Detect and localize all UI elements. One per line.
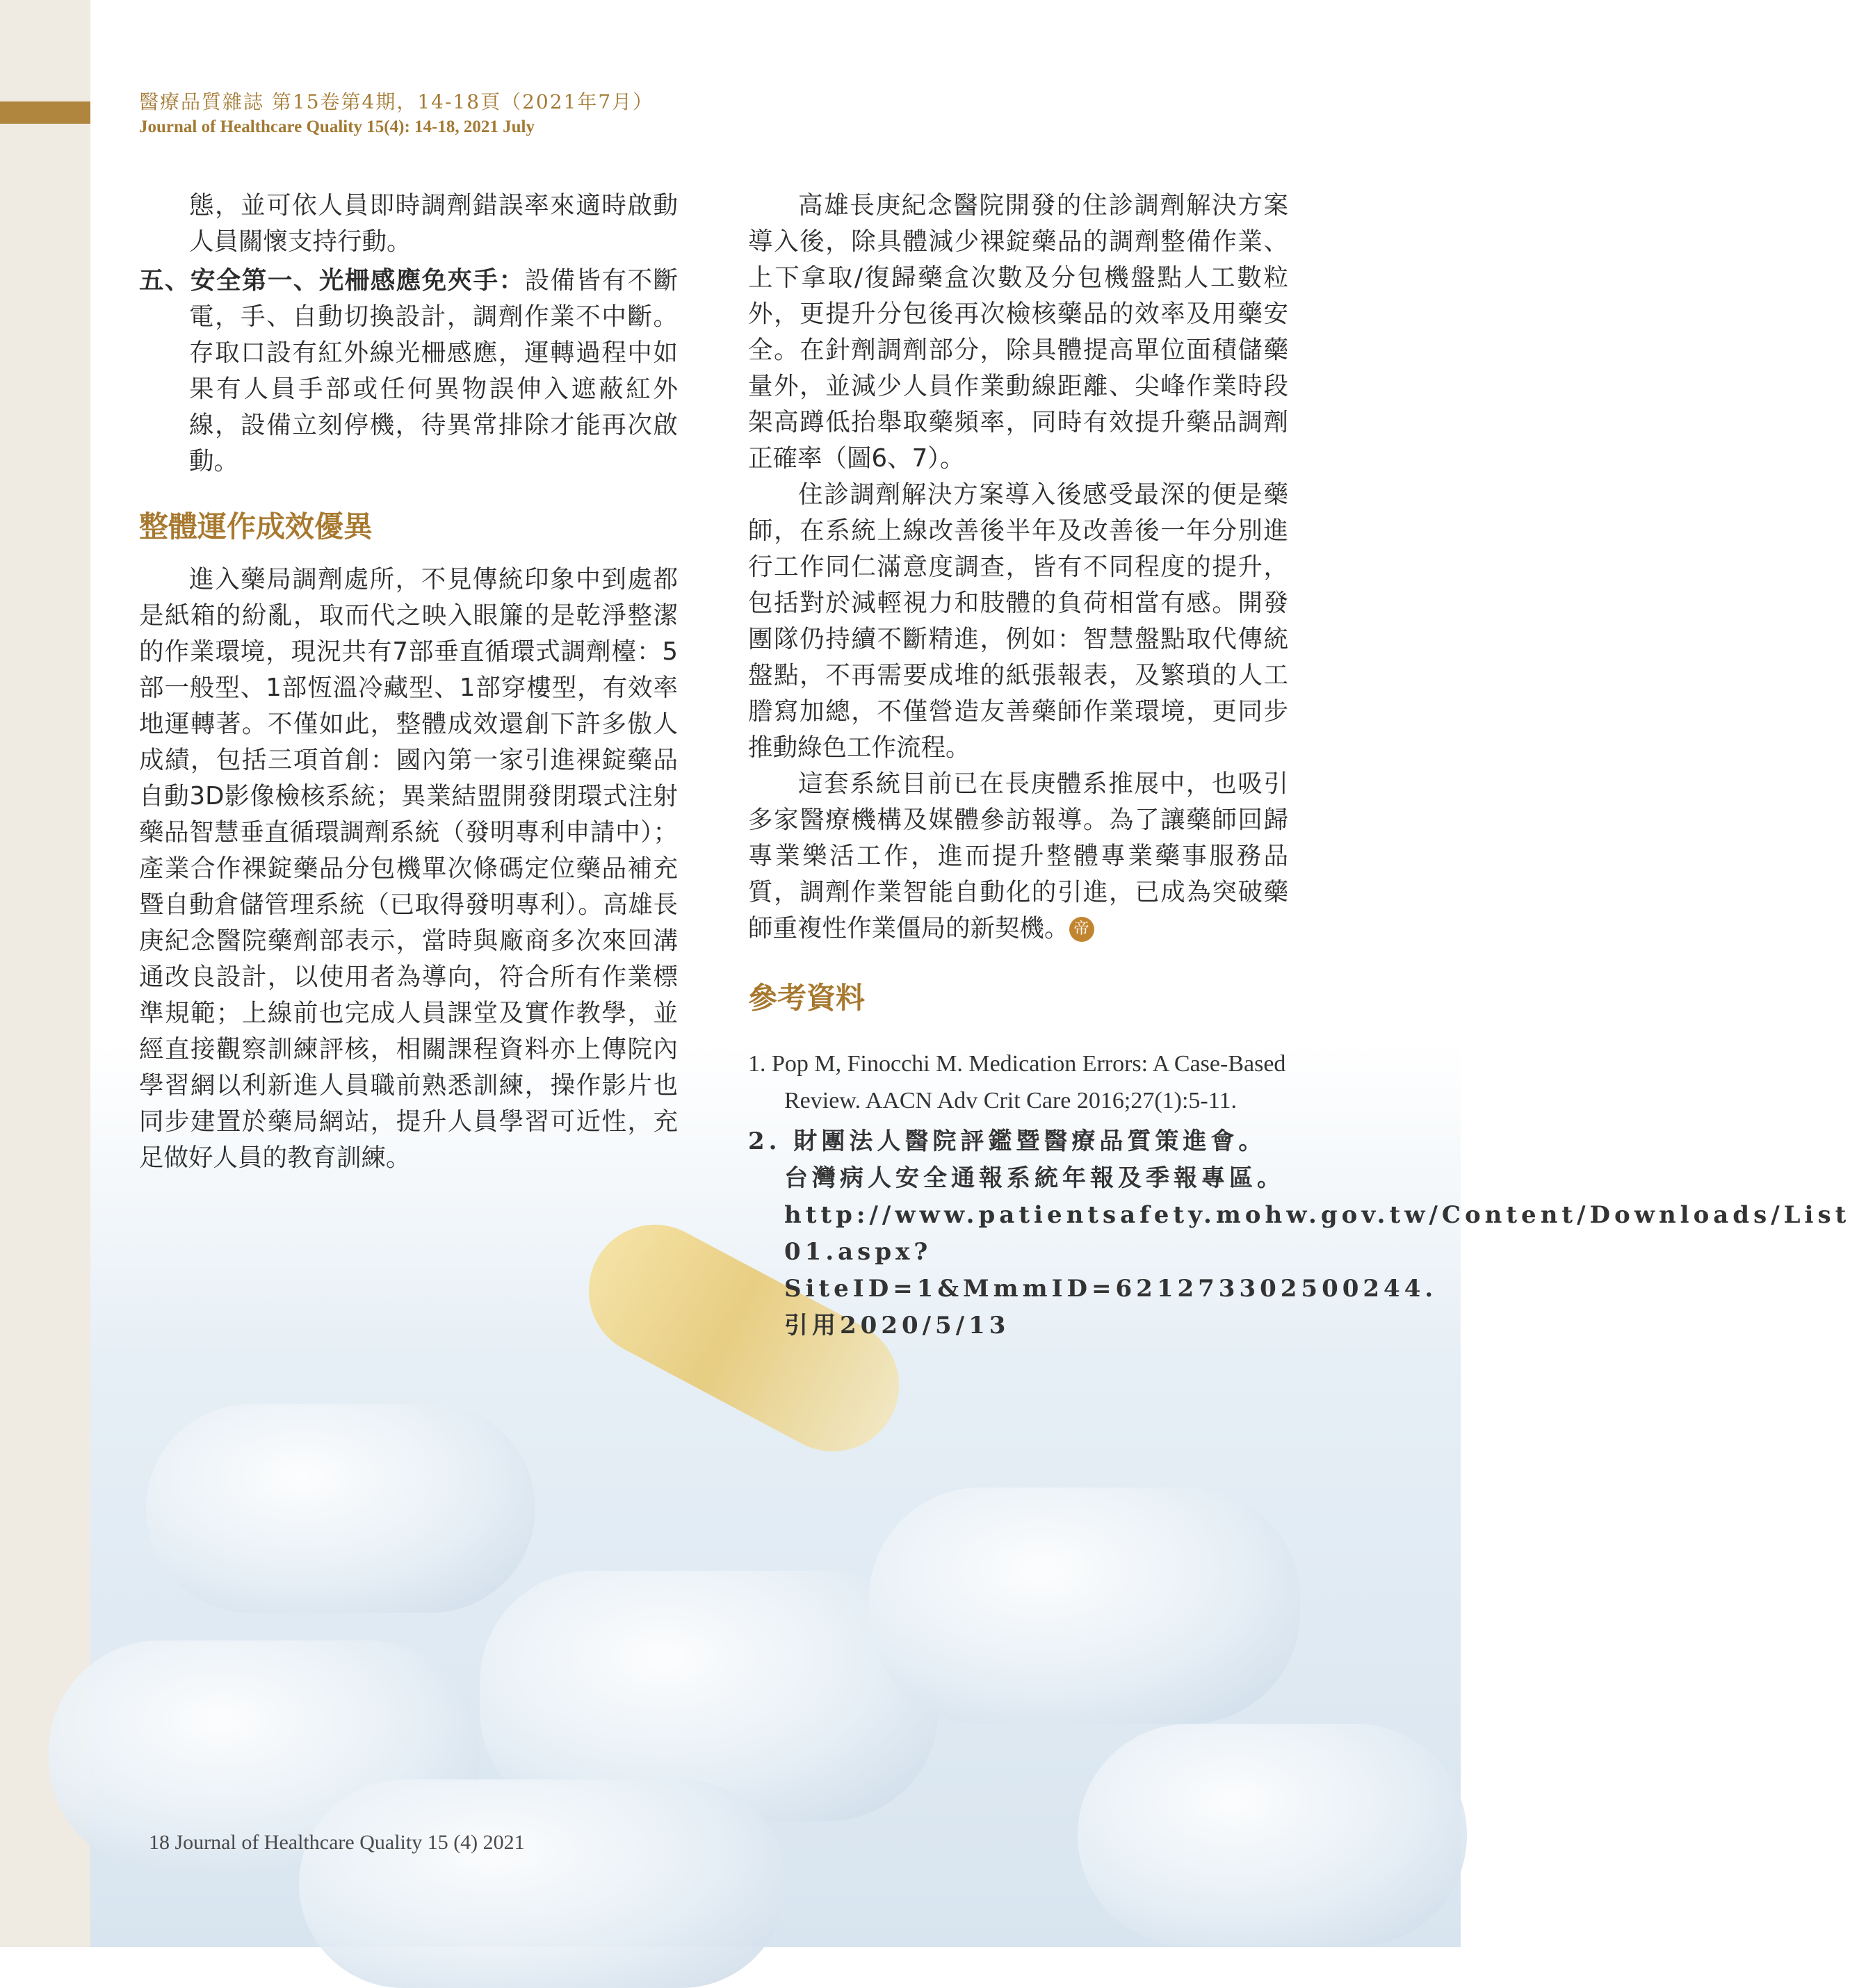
body-paragraph: 住診調劑解決方案導入後感受最深的便是藥師，在系統上線改善後半年及改善後一年分別進行工作同仁滿意度調查，皆有不同程度的提升，包括對於減輕視力和肢體的負荷相當有感。開發團隊仍持續不斷精進，例如：智慧盤點取代傳統盤點，不再需要成堆的紙張報表，及繁瑣的人工謄寫加總，不僅營造友善藥師作業環境，更同步推動綠色工作流程。 [748,480,1288,762]
list-item-5-lead: 五、安全第一、光柵感應免夾手： [139,266,525,295]
references-title: 參考資料 [748,981,866,1015]
continuation-text: 態，並可依人員即時調劑錯誤率來適時啟動人員關懷支持行動。 [189,191,678,256]
list-item-5-text: 設備皆有不斷電，手、自動切換設計，調劑作業不中斷。存取口設有紅外線光柵感應，運轉過程中如果有人員手部或任何異物誤伸入遮蔽紅外線，設備立刻停機，待異常排除才能再次啟動。 [189,266,678,475]
running-header [139,89,654,139]
page-footer: 18 Journal of Healthcare Quality 15 (4) 2021 [149,1831,525,1854]
margin-band [0,0,90,1947]
margin-accent-bar [0,101,90,124]
left-column [139,188,678,1176]
references-list [748,1045,1850,1344]
header-journal-en: Journal of Healthcare Quality 15(4): 14-18, 2021 July [139,117,535,136]
body-paragraph-final [748,766,1288,947]
header-journal-zh: 醫療品質雜誌 第15卷第4期，14-18頁（2021年7月） [139,90,654,113]
reference-item: 2. 財團法人醫院評鑑暨醫療品質策進會。台灣病人安全通報系統年報及季報專區。http://www.patientsafety.mohw.gov.tw/Content/Downloads/List 01.aspx?SiteID=1&MmmID=621273302500244. 引用2020/5/13 [748,1127,1850,1339]
reference-item: 1. Pop M, Finocchi M. Medication Errors: A Case-Based Review. AACN Adv Crit Care 2016;27(1):5-11. [748,1051,1286,1114]
end-of-article-icon: 帝 [1069,917,1094,942]
right-column [748,188,1850,1344]
list-item-5 [139,263,678,480]
body-paragraph: 進入藥局調劑處所，不見傳統印象中到處都是紙箱的紛亂，取而代之映入眼簾的是乾淨整潔的作業環境，現況共有7部垂直循環式調劑檯：5部一般型、1部恆溫冷藏型、1部穿樓型，有效率地運轉著。不僅如此，整體成效還創下許多傲人成績，包括三項首創：國內第一家引進裸錠藥品自動3D影像檢核系統；異業結盟開發閉環式注射藥品智慧垂直循環調劑系統（發明專利申請中）；產業合作裸錠藥品分包機單次條碼定位藥品補充暨自動倉儲管理系統（已取得發明專利）。高雄長庚紀念醫院藥劑部表示，當時與廠商多次來回溝通改良設計，以使用者為導向，符合所有作業標準規範；上線前也完成人員課堂及實作教學，並經直接觀察訓練評核，相關課程資料亦上傳院內學習網以利新進人員職前熟悉訓練，操作影片也同步建置於藥局網站，提升人員學習可近性，充足做好人員的教育訓練。 [139,565,678,1172]
section-title: 整體運作成效優異 [139,510,373,544]
final-paragraph-text: 這套系統目前已在長庚體系推展中，也吸引多家醫療機構及媒體參訪報導。為了讓藥師回歸專業樂活工作，進而提升整體專業藥事服務品質，調劑作業智能自動化的引進，已成為突破藥師重複性作業僵局的新契機。 [748,769,1288,943]
body-paragraph: 高雄長庚紀念醫院開發的住診調劑解決方案導入後，除具體減少裸錠藥品的調劑整備作業、上下拿取/復歸藥盒次數及分包機盤點人工數粒外，更提升分包後再次檢核藥品的效率及用藥安全。在針劑調劑部分，除具體提高單位面積儲藥量外，並減少人員作業動線距離、尖峰作業時段架高蹲低抬舉取藥頻率，同時有效提升藥品調劑正確率（圖6、7）。 [748,191,1288,473]
